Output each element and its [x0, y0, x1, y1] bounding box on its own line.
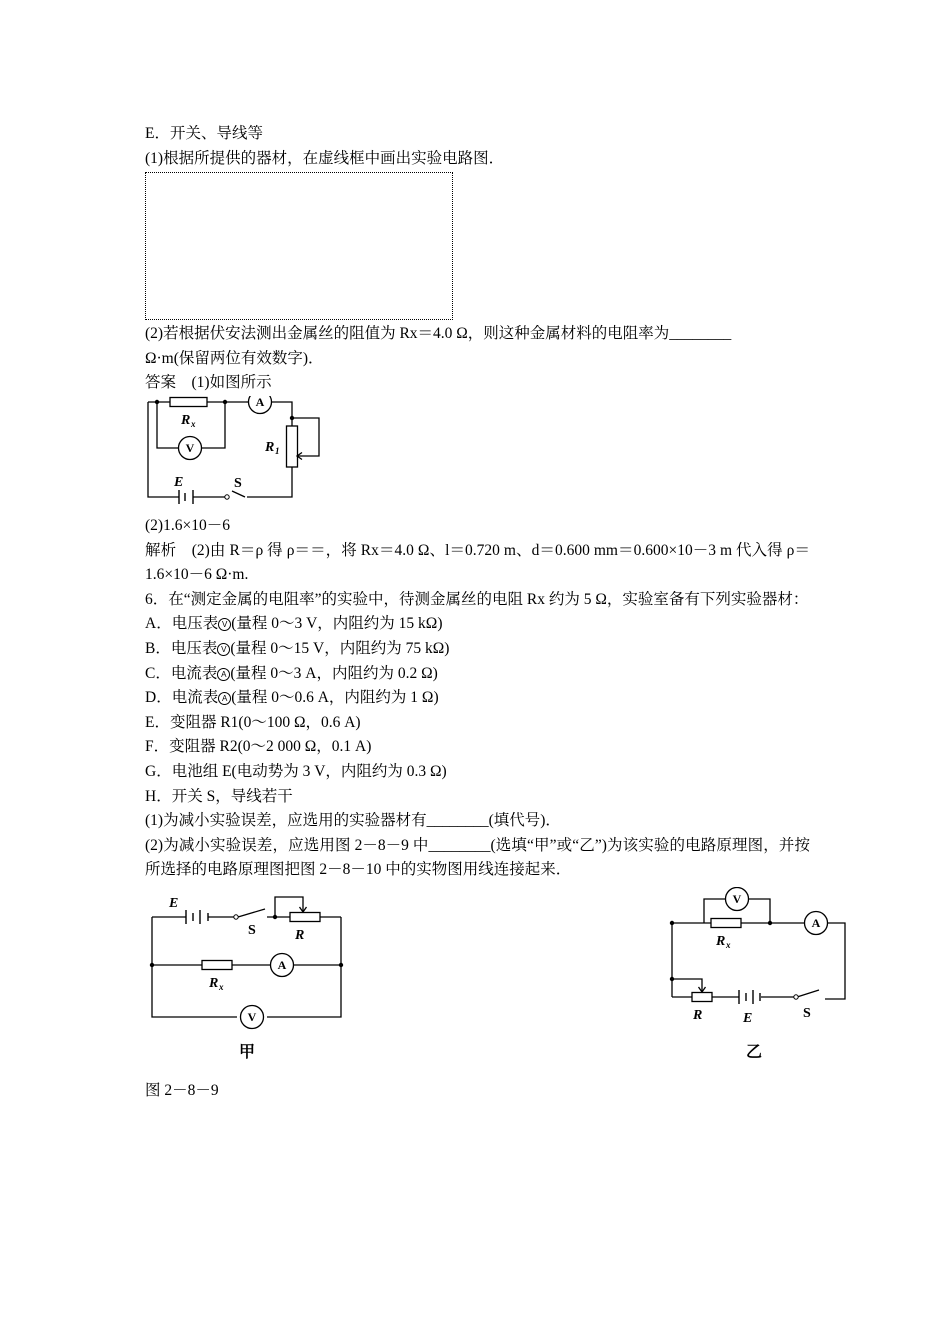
- question-2-line: (2)若根据伏安法测出金属丝的阻值为 Rx＝4.0 Ω，则这种金属材料的电阻率为________: [145, 325, 732, 343]
- svg-text:E: E: [174, 474, 184, 490]
- svg-text:A: A: [255, 395, 265, 409]
- svg-text:R: R: [209, 975, 219, 991]
- figure-row: [145, 887, 821, 1069]
- voltmeter-icon: V: [218, 618, 231, 631]
- ammeter-icon: A: [218, 692, 231, 705]
- circuit-jia: [145, 887, 355, 1069]
- svg-text:S: S: [234, 475, 242, 491]
- svg-text:x: x: [191, 418, 196, 429]
- svg-text:R: R: [265, 439, 275, 455]
- option-e2-line: E．变阻器 R1(0～100 Ω，0.6 A): [145, 713, 361, 731]
- circuit-yi: [669, 887, 859, 1069]
- ammeter-icon: A: [217, 668, 230, 681]
- svg-text:A: A: [277, 957, 287, 972]
- svg-text:S: S: [803, 1005, 811, 1021]
- option-f-line: F．变阻器 R2(0～2 000 Ω，0.1 A): [145, 738, 372, 756]
- svg-text:E: E: [169, 895, 179, 911]
- svg-text:x: x: [219, 981, 224, 992]
- svg-text:V: V: [732, 891, 742, 906]
- svg-text:R: R: [295, 927, 305, 943]
- option-b-line: B．电压表 V (量程 0～15 V，内阻约为 75 kΩ): [145, 639, 450, 657]
- svg-text:R: R: [716, 933, 726, 949]
- question-2-unit-line: Ω·m(保留两位有效数字)．: [145, 349, 324, 367]
- option-h-line: H．开关 S，导线若干: [145, 787, 293, 805]
- svg-text:R: R: [693, 1007, 703, 1023]
- svg-text:乙: 乙: [745, 1043, 763, 1061]
- svg-text:R: R: [181, 412, 191, 428]
- option-g-line: G．电池组 E(电动势为 3 V，内阻约为 0.3 Ω): [145, 762, 447, 780]
- svg-text:1: 1: [275, 445, 280, 456]
- sub-question-1: (1)为减小实验误差，应选用的实验器材有________(填代号)．: [145, 812, 561, 830]
- question-1-line: (1)根据所提供的器材，在虚线框中画出实验电路图．: [145, 149, 505, 167]
- svg-text:甲: 甲: [238, 1043, 256, 1061]
- svg-text:V: V: [185, 440, 195, 455]
- svg-text:V: V: [247, 1009, 257, 1024]
- figure-caption: 图 2－8－9: [145, 1081, 219, 1099]
- svg-text:x: x: [726, 939, 731, 950]
- voltmeter-icon: V: [217, 643, 230, 656]
- option-d-line: D．电流表 A (量程 0～0.6 A，内阻约为 1 Ω): [145, 689, 439, 707]
- option-c-line: C．电流表 A (量程 0～3 A，内阻约为 0.2 Ω): [145, 664, 438, 682]
- option-e-line: E．开关、导线等: [145, 125, 263, 142]
- answer-circuit-diagram: [145, 396, 345, 508]
- sub-question-2: (2)为减小实验误差，应选用图 2－8－9 中________(选填“甲”或“乙”)为该实验的电路原理图，并按所选择的电路原理图把图 2－8－10 中的实物图用线连接起来．: [145, 836, 810, 879]
- circuit-drawing-box[interactable]: [145, 172, 453, 320]
- svg-text:E: E: [743, 1010, 753, 1026]
- problem-6-stem: 6．在“测定金属的电阻率”的实验中，待测金属丝的电阻 Rx 约为 5 Ω，实验室备有下列实验器材：: [145, 590, 809, 608]
- svg-text:A: A: [811, 915, 821, 930]
- answer-2-line: (2)1.6×10－6: [145, 516, 230, 534]
- document-page: [145, 122, 821, 1103]
- option-a-line: A．电压表 V (量程 0～3 V，内阻约为 15 kΩ): [145, 615, 443, 633]
- svg-text:S: S: [248, 922, 256, 938]
- answer-line: 答案 (1)如图所示: [145, 374, 272, 392]
- analysis-paragraph: 解析 (2)由 R＝ρ 得 ρ＝＝，将 Rx＝4.0 Ω、l＝0.720 m、d＝0.600 mm＝0.600×10－3 m 代入得 ρ＝1.6×10－6 Ω·m.: [145, 541, 810, 584]
